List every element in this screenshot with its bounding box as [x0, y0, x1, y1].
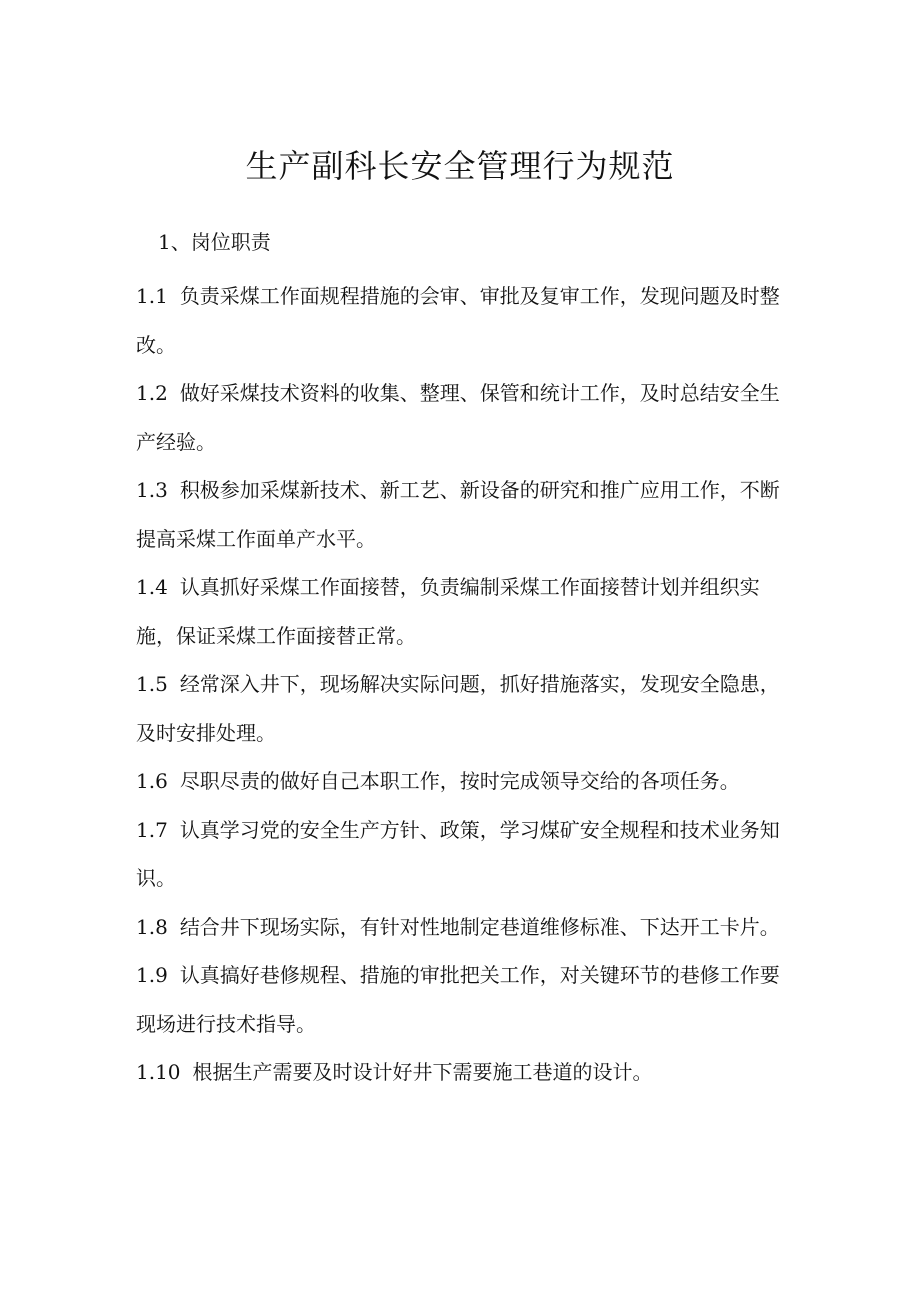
clause-number: 1.10 — [136, 1060, 181, 1084]
clause-number: 1.1 — [136, 284, 168, 308]
clause-1-2 — [136, 369, 796, 466]
clause-text: 认真抓好采煤工作面接替，负责编制采煤工作面接替计划并组织实施，保证采煤工作面接替正常。 — [136, 575, 760, 648]
clause-1-3 — [136, 466, 796, 563]
clause-number: 1.4 — [136, 575, 168, 599]
clause-number: 1.9 — [136, 963, 168, 987]
clause-number: 1.3 — [136, 478, 168, 502]
clause-number: 1.7 — [136, 817, 168, 842]
clause-1-6 — [136, 757, 796, 806]
clause-number: 1.6 — [136, 769, 168, 793]
document-title: 生产副科长安全管理行为规范 — [245, 147, 675, 185]
clause-text: 积极参加采煤新技术、新工艺、新设备的研究和推广应用工作，不断提高采煤工作面单产水平。 — [136, 478, 780, 551]
clause-1-4 — [136, 563, 796, 660]
clause-number: 1.8 — [136, 914, 168, 939]
clause-number: 1.2 — [136, 381, 168, 405]
clause-1-7 — [136, 806, 796, 903]
clause-text: 结合井下现场实际，有针对性地制定巷道维修标准、下达开工卡片。 — [179, 914, 780, 939]
clause-1-10 — [136, 1048, 796, 1097]
clause-text: 经常深入井下，现场解决实际问题，抓好措施落实，发现安全隐患，及时安排处理。 — [136, 672, 780, 745]
clause-number: 1.5 — [136, 672, 168, 696]
clause-text: 认真搞好巷修规程、措施的审批把关工作，对关键环节的巷修工作要现场进行技术指导。 — [136, 963, 780, 1036]
clause-1-9 — [136, 951, 796, 1048]
clause-text: 认真学习党的安全生产方针、政策，学习煤矿安全规程和技术业务知识。 — [136, 817, 780, 890]
clause-1-5 — [136, 660, 796, 757]
clause-text: 负责采煤工作面规程措施的会审、审批及复审工作，发现问题及时整改。 — [136, 284, 780, 357]
clause-list — [136, 272, 796, 1097]
clause-1-1 — [136, 272, 796, 369]
clause-1-8 — [136, 903, 796, 952]
clause-text: 做好采煤技术资料的收集、整理、保管和统计工作，及时总结安全生产经验。 — [136, 381, 780, 454]
section-heading: 1、岗位职责 — [158, 230, 271, 254]
clause-text: 尽职尽责的做好自己本职工作，按时完成领导交给的各项任务。 — [179, 769, 740, 793]
clause-text: 根据生产需要及时设计好井下需要施工巷道的设计。 — [192, 1060, 653, 1084]
